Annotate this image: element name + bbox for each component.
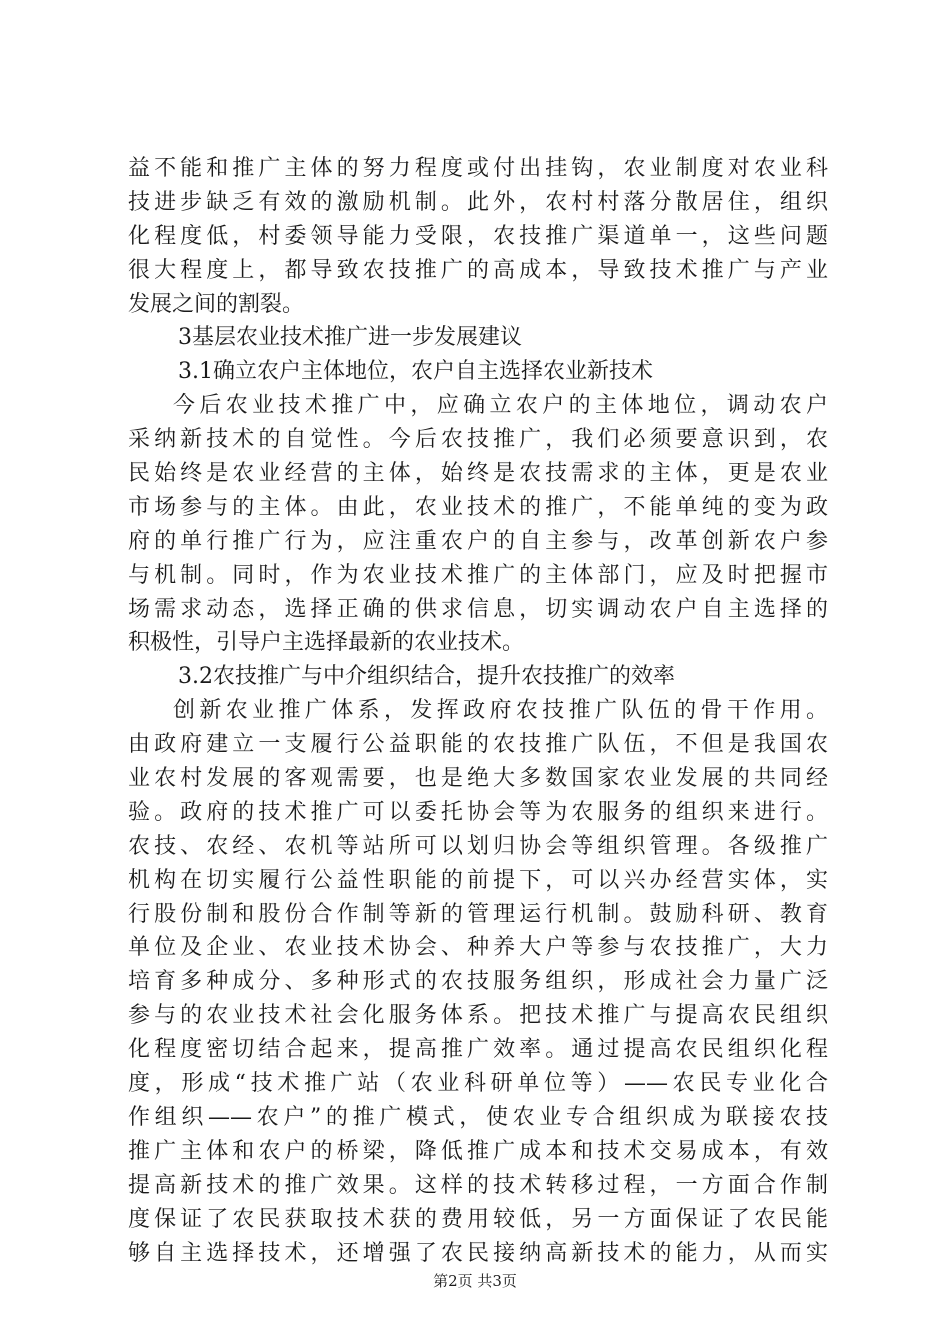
section-heading: 3基层农业技术推广进一步发展建议 bbox=[178, 325, 522, 351]
subsection-heading: 3.2农技推广与中介组织结合，提升农技推广的效率 bbox=[178, 664, 675, 690]
text-line: 度，形成“技术推广站（农业科研单位等）——农民专业化合 bbox=[128, 1071, 828, 1097]
text-line: 提高新技术的推广效果。这样的技术转移过程，一方面合作制 bbox=[128, 1172, 828, 1198]
subsection-heading: 3.1确立农户主体地位，农户自主选择农业新技术 bbox=[178, 359, 653, 385]
text-line: 农技、农经、农机等站所可以划归协会等组织管理。各级推广 bbox=[128, 833, 828, 859]
text-line: 创新农业推广体系，发挥政府农技推广队伍的骨干作用。 bbox=[173, 698, 828, 724]
text-line: 单位及企业、农业技术协会、种养大户等参与农技推广，大力 bbox=[128, 935, 828, 961]
text-line: 行股份制和股份合作制等新的管理运行机制。鼓励科研、教育 bbox=[128, 901, 828, 927]
text-line: 机构在切实履行公益性职能的前提下，可以兴办经营实体，实 bbox=[128, 867, 828, 893]
text-line: 采纳新技术的自觉性。今后农技推广，我们必须要意识到，农 bbox=[128, 427, 828, 453]
text-line: 推广主体和农户的桥梁，降低推广成本和技术交易成本，有效 bbox=[128, 1138, 828, 1164]
text-line: 今后农业技术推广中，应确立农户的主体地位，调动农户 bbox=[173, 393, 828, 419]
text-line: 培育多种成分、多种形式的农技服务组织，形成社会力量广泛 bbox=[128, 969, 828, 995]
text-line: 市场参与的主体。由此，农业技术的推广，不能单纯的变为政 bbox=[128, 494, 828, 520]
text-line: 府的单行推广行为，应注重农户的自主参与，改革创新农户参 bbox=[128, 528, 828, 554]
text-line: 与机制。同时，作为农业技术推广的主体部门，应及时把握市 bbox=[128, 562, 828, 588]
text-line: 够自主选择技术，还增强了农民接纳高新技术的能力，从而实 bbox=[128, 1240, 828, 1266]
page-footer bbox=[0, 1270, 950, 1291]
text-line: 益不能和推广主体的努力程度或付出挂钩，农业制度对农业科 bbox=[128, 156, 828, 181]
document-body bbox=[128, 152, 828, 1270]
text-line: 度保证了农民获取技术获的费用较低，另一方面保证了农民能 bbox=[128, 1206, 828, 1232]
text-line: 化程度低，村委领导能力受限，农技推广渠道单一，这些问题 bbox=[128, 223, 828, 249]
text-line: 业农村发展的客观需要，也是绝大多数国家农业发展的共同经 bbox=[128, 766, 828, 792]
text-line: 积极性，引导户主选择最新的农业技术。 bbox=[128, 630, 525, 656]
text-line: 化程度密切结合起来，提高推广效率。通过提高农民组织化程 bbox=[128, 1037, 828, 1063]
text-line: 参与的农业技术社会化服务体系。把技术推广与提高农民组织 bbox=[128, 1003, 828, 1029]
text-line: 验。政府的技术推广可以委托协会等为农服务的组织来进行。 bbox=[128, 799, 828, 825]
text-line: 发展之间的割裂。 bbox=[128, 291, 305, 317]
page-number-label: 第2页 共3页 bbox=[433, 1272, 517, 1290]
text-line: 由政府建立一支履行公益职能的农技推广队伍，不但是我国农 bbox=[128, 732, 828, 758]
text-line: 很大程度上，都导致农技推广的高成本，导致技术推广与产业 bbox=[128, 257, 828, 283]
text-line: 民始终是农业经营的主体，始终是农技需求的主体，更是农业 bbox=[128, 461, 828, 487]
text-line: 场需求动态，选择正确的供求信息，切实调动农户自主选择的 bbox=[128, 596, 828, 622]
text-line: 作组织——农户”的推广模式，使农业专合组织成为联接农技 bbox=[128, 1104, 828, 1130]
text-line: 技进步缺乏有效的激励机制。此外，农村村落分散居住，组织 bbox=[128, 189, 828, 215]
